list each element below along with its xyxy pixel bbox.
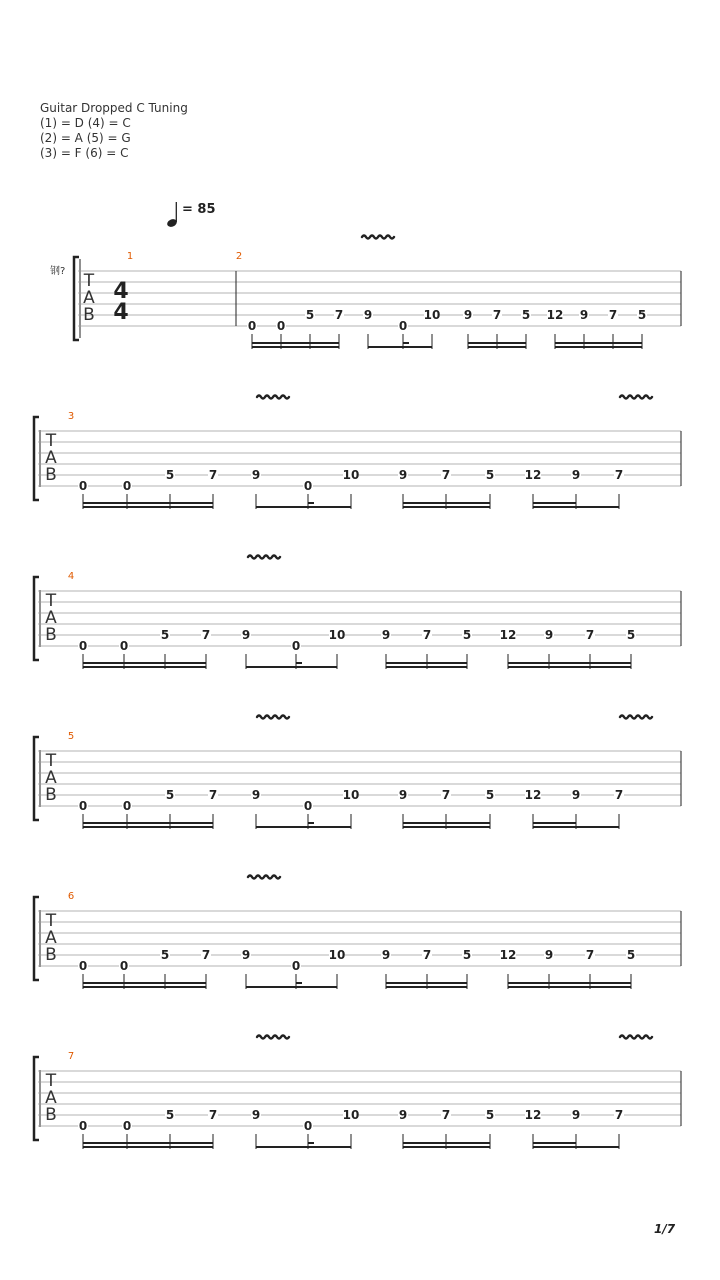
fret-number: 9 bbox=[579, 308, 589, 322]
fret-number: 7 bbox=[614, 788, 624, 802]
system-bracket bbox=[34, 577, 39, 660]
fret-number: 9 bbox=[381, 948, 391, 962]
tuning-line: (3) = F (6) = C bbox=[40, 146, 129, 160]
tab-letter-a: A bbox=[45, 768, 57, 788]
fret-number: 0 bbox=[398, 319, 408, 333]
fret-number: 5 bbox=[165, 788, 175, 802]
tab-letter-a: A bbox=[45, 448, 57, 468]
vibrato-mark bbox=[362, 236, 394, 239]
tab-letter-a: A bbox=[45, 1088, 57, 1108]
fret-number: 0 bbox=[119, 639, 129, 653]
fret-number: 9 bbox=[571, 788, 581, 802]
fret-number: 7 bbox=[201, 948, 211, 962]
fret-number: 7 bbox=[441, 1108, 451, 1122]
fret-number: 7 bbox=[422, 628, 432, 642]
measure-number: 3 bbox=[67, 411, 75, 422]
fret-number: 9 bbox=[363, 308, 373, 322]
tab-letter-t: T bbox=[83, 271, 95, 291]
fret-number: 5 bbox=[165, 468, 175, 482]
fret-number: 7 bbox=[492, 308, 502, 322]
fret-number: 7 bbox=[201, 628, 211, 642]
tab-letter-a: A bbox=[83, 288, 95, 308]
fret-number: 9 bbox=[398, 788, 408, 802]
fret-number: 9 bbox=[381, 628, 391, 642]
fret-number: 9 bbox=[544, 628, 554, 642]
fret-number: 5 bbox=[305, 308, 315, 322]
tab-letter-t: T bbox=[45, 591, 57, 611]
fret-number: 7 bbox=[441, 788, 451, 802]
fret-number: 9 bbox=[251, 468, 261, 482]
vibrato-mark bbox=[257, 1036, 289, 1039]
fret-number: 0 bbox=[119, 959, 129, 973]
fret-number: 9 bbox=[544, 948, 554, 962]
fret-number: 12 bbox=[524, 788, 542, 802]
fret-number: 5 bbox=[462, 948, 472, 962]
fret-number: 5 bbox=[160, 628, 170, 642]
measure-number: 4 bbox=[67, 571, 75, 582]
fret-number: 10 bbox=[342, 468, 360, 482]
fret-number: 0 bbox=[122, 1119, 132, 1133]
fret-number: 5 bbox=[485, 1108, 495, 1122]
tab-system bbox=[34, 716, 681, 830]
fret-number: 10 bbox=[342, 788, 360, 802]
tab-letter-t: T bbox=[45, 1071, 57, 1091]
fret-number: 10 bbox=[328, 948, 346, 962]
fret-number: 10 bbox=[328, 628, 346, 642]
fret-number: 7 bbox=[208, 468, 218, 482]
measure-number: 7 bbox=[67, 1051, 75, 1062]
fret-number: 12 bbox=[499, 628, 517, 642]
vibrato-mark bbox=[257, 396, 289, 399]
fret-number: 9 bbox=[463, 308, 473, 322]
tuning-line: (1) = D (4) = C bbox=[40, 116, 131, 130]
tab-system bbox=[34, 556, 681, 670]
tab-letter-t: T bbox=[45, 911, 57, 931]
measure-number: 2 bbox=[235, 251, 243, 262]
fret-number: 7 bbox=[585, 628, 595, 642]
fret-number: 0 bbox=[78, 639, 88, 653]
vibrato-mark bbox=[620, 716, 652, 719]
fret-number: 5 bbox=[485, 788, 495, 802]
fret-number: 7 bbox=[334, 308, 344, 322]
tab-system bbox=[50, 236, 681, 350]
fret-number: 9 bbox=[251, 1108, 261, 1122]
fret-number: 9 bbox=[251, 788, 261, 802]
fret-number: 0 bbox=[291, 639, 301, 653]
time-signature-bottom: 4 bbox=[113, 300, 129, 325]
tab-letter-b: B bbox=[83, 305, 95, 325]
fret-number: 0 bbox=[78, 1119, 88, 1133]
tab-letter-b: B bbox=[45, 465, 57, 485]
fret-number: 0 bbox=[303, 479, 313, 493]
fret-number: 9 bbox=[398, 1108, 408, 1122]
time-signature-top: 4 bbox=[113, 279, 129, 304]
fret-number: 5 bbox=[165, 1108, 175, 1122]
tab-letter-b: B bbox=[45, 945, 57, 965]
tuning-line: (2) = A (5) = G bbox=[40, 131, 131, 145]
measure-number: 5 bbox=[67, 731, 75, 742]
system-bracket bbox=[34, 737, 39, 820]
tab-letter-t: T bbox=[45, 751, 57, 771]
fret-number: 7 bbox=[585, 948, 595, 962]
system-bracket bbox=[74, 257, 79, 340]
fret-number: 5 bbox=[521, 308, 531, 322]
fret-number: 10 bbox=[342, 1108, 360, 1122]
fret-number: 5 bbox=[160, 948, 170, 962]
tab-system bbox=[34, 876, 681, 990]
fret-number: 9 bbox=[241, 948, 251, 962]
fret-number: 12 bbox=[524, 468, 542, 482]
fret-number: 12 bbox=[546, 308, 564, 322]
tab-letter-a: A bbox=[45, 608, 57, 628]
fret-number: 5 bbox=[485, 468, 495, 482]
system-bracket bbox=[34, 897, 39, 980]
tab-letter-b: B bbox=[45, 1105, 57, 1125]
fret-number: 0 bbox=[303, 799, 313, 813]
fret-number: 0 bbox=[303, 1119, 313, 1133]
fret-number: 7 bbox=[208, 1108, 218, 1122]
fret-number: 7 bbox=[614, 468, 624, 482]
tab-system bbox=[34, 1036, 681, 1150]
fret-number: 7 bbox=[441, 468, 451, 482]
tempo-label: = 85 bbox=[182, 202, 216, 217]
system-bracket bbox=[34, 417, 39, 500]
fret-number: 0 bbox=[78, 479, 88, 493]
fret-number: 0 bbox=[291, 959, 301, 973]
vibrato-mark bbox=[620, 396, 652, 399]
fret-number: 7 bbox=[208, 788, 218, 802]
fret-number: 10 bbox=[423, 308, 441, 322]
fret-number: 12 bbox=[524, 1108, 542, 1122]
page-number: 1/7 bbox=[654, 1222, 676, 1236]
tuning-title: Guitar Dropped C Tuning bbox=[40, 101, 188, 115]
fret-number: 7 bbox=[608, 308, 618, 322]
fret-number: 9 bbox=[571, 468, 581, 482]
system-bracket bbox=[34, 1057, 39, 1140]
tab-letter-a: A bbox=[45, 928, 57, 948]
fret-number: 12 bbox=[499, 948, 517, 962]
vibrato-mark bbox=[248, 556, 280, 559]
tab-letter-t: T bbox=[45, 431, 57, 451]
fret-number: 9 bbox=[571, 1108, 581, 1122]
tab-letter-b: B bbox=[45, 625, 57, 645]
fret-number: 0 bbox=[78, 799, 88, 813]
tab-letter-b: B bbox=[45, 785, 57, 805]
fret-number: 9 bbox=[398, 468, 408, 482]
fret-number: 9 bbox=[241, 628, 251, 642]
instrument-label: 钢? bbox=[50, 266, 66, 277]
fret-number: 0 bbox=[247, 319, 257, 333]
vibrato-mark bbox=[257, 716, 289, 719]
measure-number: 1 bbox=[126, 251, 134, 262]
fret-number: 7 bbox=[422, 948, 432, 962]
fret-number: 0 bbox=[276, 319, 286, 333]
fret-number: 0 bbox=[122, 479, 132, 493]
fret-number: 5 bbox=[626, 948, 636, 962]
vibrato-mark bbox=[620, 1036, 652, 1039]
vibrato-mark bbox=[248, 876, 280, 879]
fret-number: 0 bbox=[122, 799, 132, 813]
fret-number: 5 bbox=[462, 628, 472, 642]
tab-system bbox=[34, 396, 681, 510]
fret-number: 7 bbox=[614, 1108, 624, 1122]
fret-number: 5 bbox=[626, 628, 636, 642]
fret-number: 5 bbox=[637, 308, 647, 322]
fret-number: 0 bbox=[78, 959, 88, 973]
measure-number: 6 bbox=[67, 891, 75, 902]
